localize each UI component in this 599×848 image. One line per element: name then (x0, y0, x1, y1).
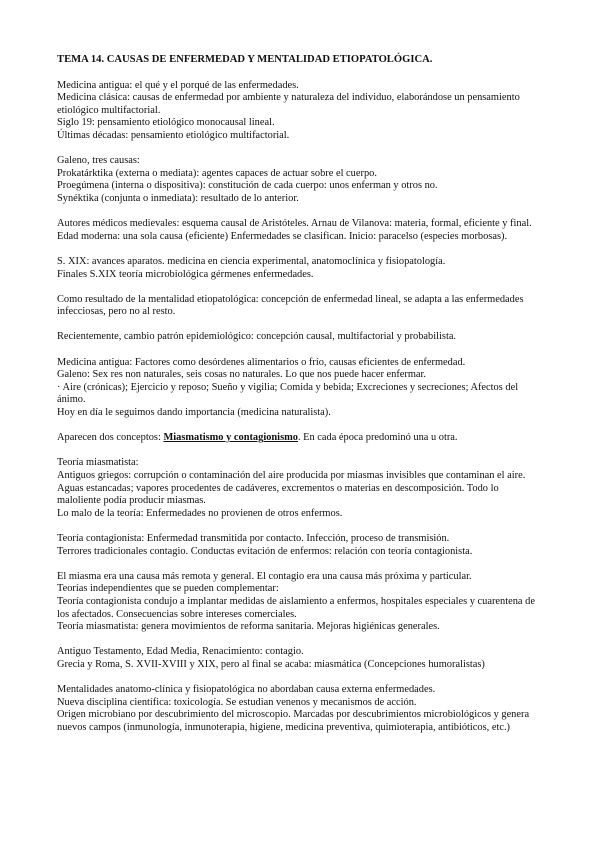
text-line: Teoría contagionista condujo a implantar medidas de aislamiento a enfermos, hospitales especiales y cuarentena de los afectados. Consecuencias sobre intereses comerciales. (57, 595, 535, 620)
text-line: Hoy en día le seguimos dando importancia (medicina naturalista). (57, 407, 331, 419)
text-line: Autores médicos medievales: esquema causal de Aristóteles. Arnau de Vilanova: materia, formal, eficiente y final. (57, 218, 532, 230)
text-line: S. XIX: avances aparatos. medicina en ciencia experimental, anatomoclínica y fisiopatología. (57, 255, 446, 267)
paragraph-miasmatist-theory (57, 457, 545, 520)
text-line: Lo malo de la teoría: Enfermedades no provienen de otros enfermos. (57, 507, 343, 519)
text-line: Finales S.XIX teoría microbiológica gérmenes enfermedades. (57, 268, 314, 280)
text-line: Mentalidades anatomo-clínica y fisiopatológica no abordaban causa externa enfermedades. (57, 684, 436, 696)
text-line: Grecia y Roma, S. XVII-XVIII y XIX, pero al final se acaba: miasmática (Concepciones humoralistas) (57, 658, 485, 670)
paragraph-epidemiological-change (57, 331, 545, 344)
text-line: Medicina antigua: Factores como desórdenes alimentarios o frío, causas eficientes de enfermedad. (57, 356, 466, 368)
paragraph-new-disciplines (57, 684, 545, 734)
key-concepts-emphasis: Miasmatismo y contagionismo (163, 432, 298, 444)
text-line: Últimas décadas: pensamiento etiológico multifactorial. (57, 129, 290, 141)
paragraph-etiopathological-result (57, 294, 545, 319)
text-line: Siglo 19: pensamiento etiológico monocausal lineal. (57, 117, 275, 129)
text-line: Origen microbiano por descubrimiento del microscopio. Marcadas por descubrimientos microbiológicos y genera nuevos campos (inmunología, inmunoterapia, higiene, medicina preventiva, quimioterapia, antibióticos, etc.) (57, 709, 530, 733)
paragraph-contagionist-theory (57, 533, 545, 558)
text-line: Galeno: Sex res non naturales, seis cosas no naturales. Lo que nos puede hacer enfermar. (57, 369, 427, 381)
text-line: Terrores tradicionales contagio. Conductas evitación de enfermos: relación con teoría contagionista. (57, 545, 473, 557)
paragraph-xix-century (57, 256, 545, 281)
text-line: Synéktika (conjunta o inmediata): resultado de lo anterior. (57, 192, 299, 204)
paragraph-medieval-modern (57, 218, 545, 243)
text-line: Teoría contagionista: Enfermedad transmitida por contacto. Infección, proceso de transmisión. (57, 532, 450, 544)
text-line: Como resultado de la mentalidad etiopatológica: concepción de enfermedad lineal, se adapta a las enfermedades infecciosas, pero no al resto. (57, 293, 524, 318)
paragraph-medicine-history (57, 80, 545, 143)
text-line: Medicina clásica: causas de enfermedad por ambiente y naturaleza del individuo, elaborándose un pensamiento etiológico multifactorial. (57, 92, 520, 116)
text-line: Teorías independientes que se pueden complementar: (57, 583, 279, 595)
text-line: Antiguo Testamento, Edad Media, Renacimiento: contagio. (57, 646, 304, 658)
text-line: Prokatárktika (externa o mediata): agentes capaces de actuar sobre el cuerpo. (57, 167, 377, 179)
paragraph-ancient-factors (57, 357, 545, 420)
text-line: Nueva disciplina científica: toxicología. Se estudian venenos y mecanismos de acción. (57, 696, 417, 708)
document-title: TEMA 14. CAUSAS DE ENFERMEDAD Y MENTALIDAD ETIOPATOLÓGICA. (57, 54, 433, 65)
text-line: Recientemente, cambio patrón epidemiológico: concepción causal, multifactorial y probabilista. (57, 331, 457, 343)
paragraph-historical-periods (57, 646, 545, 671)
text-segment: Aparecen dos conceptos: (57, 432, 164, 444)
text-line: Galeno, tres causas: (57, 155, 140, 167)
text-line: Teoría miasmatista: genera movimientos de reforma sanitaria. Mejoras higiénicas generales. (57, 621, 440, 633)
text-line: Edad moderna: una sola causa (eficiente) Enfermedades se clasifican. Inicio: paracelso (especies morbosas). (57, 230, 508, 242)
text-segment: . En cada época predominó una u otra. (297, 432, 458, 444)
text-line: Proegúmena (interna o dispositiva): constitución de cada cuerpo: unos enferman y otros no. (57, 180, 438, 192)
text-line: Antiguos griegos: corrupción o contaminación del aire producida por miasmas invisibles que contaminan el aire. Aguas estancadas; vapores procedentes de cadáveres, excrementos o materias en descomposición. Todo lo maloliente podía producir miasmas. (57, 470, 526, 507)
text-line: El miasma era una causa más remota y general. El contagio era una causa más próxima y particular. (57, 570, 472, 582)
text-line: · Aire (crónicas); Ejercicio y reposo; Sueño y vigilia; Comida y bebida; Excreciones y secreciones; Afectos del ánimo. (57, 381, 519, 406)
paragraph-galeno-causes (57, 155, 545, 205)
paragraph-theories-comparison (57, 571, 545, 634)
paragraph-two-concepts (57, 432, 545, 445)
document-page (57, 54, 545, 747)
text-line: Teoría miasmatista: (57, 457, 139, 469)
text-line: Medicina antigua: el qué y el porqué de las enfermedades. (57, 79, 299, 91)
